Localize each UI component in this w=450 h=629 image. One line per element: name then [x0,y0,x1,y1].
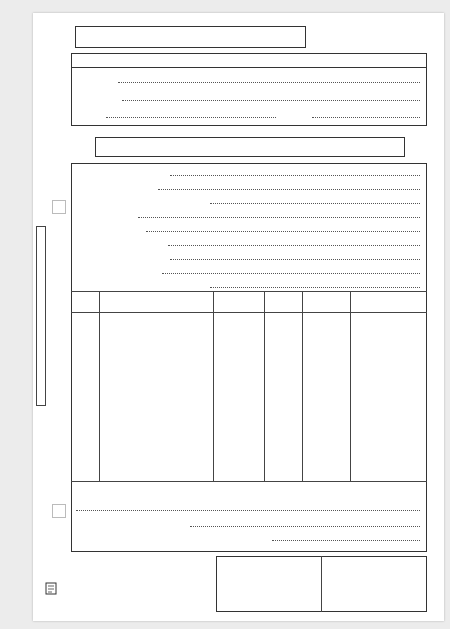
composer-signature-area[interactable] [220,572,318,608]
table-col-divider-2 [213,291,214,481]
publisher-logo [43,581,59,603]
dasarxeio-box[interactable] [75,26,306,48]
signature-divider [321,556,322,612]
field-4-line[interactable] [168,245,420,246]
field-7-line[interactable] [210,287,420,288]
doy-field[interactable] [312,117,420,118]
field-3-line[interactable] [146,231,420,232]
field-9-line[interactable] [190,526,420,527]
table-top-border [71,291,427,292]
receiver-signature-area[interactable] [325,572,423,608]
field-1-line[interactable] [170,175,420,176]
punch-mark-1 [52,200,66,214]
address-field[interactable] [122,100,420,101]
field-2-line[interactable] [138,217,420,218]
field-6-line[interactable] [162,273,420,274]
table-col-divider-4 [302,291,303,481]
document-title-box [95,137,405,157]
table-col-divider-3 [264,291,265,481]
table-bottom-border [71,481,427,482]
table-col-divider-5 [350,291,351,481]
field-1b-line[interactable] [210,203,420,204]
field-10-line[interactable] [272,540,420,541]
legal-notes [63,559,213,611]
surname-field[interactable] [118,82,420,83]
punch-mark-2 [52,504,66,518]
transport-details-section [71,163,427,552]
table-header-border [71,312,427,313]
table-col-divider-1 [99,291,100,481]
field-8-line[interactable] [76,510,420,511]
afm-field[interactable] [106,117,276,118]
field-1a-line[interactable] [158,189,420,190]
publisher-logo-icon [43,581,59,603]
copy-colors-label-box [36,226,46,406]
field-5-line[interactable] [170,259,420,260]
holder-title-bar [72,54,426,68]
